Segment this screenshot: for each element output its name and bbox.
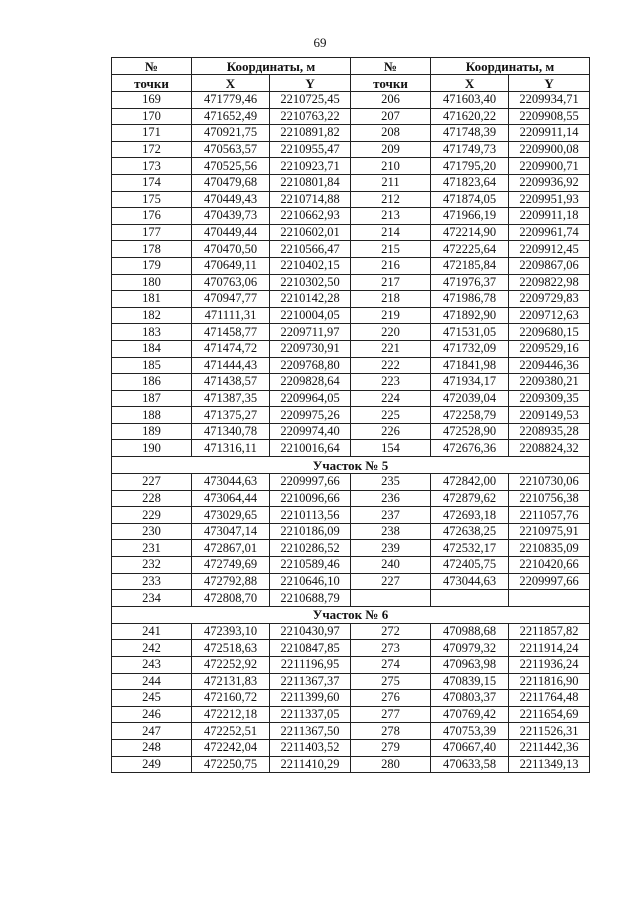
y-right: 2208824,32 (509, 440, 590, 457)
table-row (112, 390, 590, 407)
y-right: 2209900,08 (509, 141, 590, 158)
x-left: 470563,57 (192, 141, 270, 158)
section-6 (112, 606, 590, 623)
point-number-right: 239 (351, 540, 431, 557)
x-left: 472160,72 (192, 690, 270, 707)
y-left: 2209768,80 (270, 357, 351, 374)
point-number-left: 229 (112, 507, 192, 524)
y-left: 2210589,46 (270, 557, 351, 574)
y-left: 2210286,52 (270, 540, 351, 557)
point-number-right: 225 (351, 407, 431, 424)
x-right: 472039,04 (431, 390, 509, 407)
table-row (112, 706, 590, 723)
x-right: 470839,15 (431, 673, 509, 690)
point-number-left: 177 (112, 224, 192, 241)
x-right: 472258,79 (431, 407, 509, 424)
point-number-left: 189 (112, 423, 192, 440)
y-right: 2209867,06 (509, 257, 590, 274)
point-number-left: 171 (112, 125, 192, 142)
y-right: 2209529,16 (509, 340, 590, 357)
point-number-left: 228 (112, 490, 192, 507)
table-row (112, 507, 590, 524)
x-left: 470449,44 (192, 224, 270, 241)
table-row (112, 357, 590, 374)
point-number-left: 190 (112, 440, 192, 457)
table-row (112, 739, 590, 756)
y-right: 2209712,63 (509, 307, 590, 324)
header-row-bottom (112, 75, 590, 92)
y-left: 2210004,05 (270, 307, 351, 324)
table-row (112, 141, 590, 158)
x-left: 470439,73 (192, 208, 270, 225)
y-right: 2209961,74 (509, 224, 590, 241)
point-number-left: 187 (112, 390, 192, 407)
table-row (112, 224, 590, 241)
point-number-left: 172 (112, 141, 192, 158)
point-number-left: 227 (112, 474, 192, 491)
point-number-left: 183 (112, 324, 192, 341)
y-left: 2211399,60 (270, 690, 351, 707)
x-left: 470470,50 (192, 241, 270, 258)
y-left: 2210801,84 (270, 174, 351, 191)
x-right: 471732,09 (431, 340, 509, 357)
y-left: 2210113,56 (270, 507, 351, 524)
x-right: 471531,05 (431, 324, 509, 341)
x-left: 473064,44 (192, 490, 270, 507)
point-number-right: 226 (351, 423, 431, 440)
point-number-right: 214 (351, 224, 431, 241)
x-left: 473029,65 (192, 507, 270, 524)
x-right: 472214,90 (431, 224, 509, 241)
point-number-left: 234 (112, 590, 192, 607)
y-right: 2211857,82 (509, 623, 590, 640)
table-row (112, 557, 590, 574)
x-right: 470667,40 (431, 739, 509, 756)
section-6-title: Участок № 6 (112, 606, 590, 623)
point-number-right: 211 (351, 174, 431, 191)
point-number-left: 184 (112, 340, 192, 357)
table-row (112, 174, 590, 191)
y-right: 2209822,98 (509, 274, 590, 291)
table-row (112, 208, 590, 225)
point-number-right: 209 (351, 141, 431, 158)
x-left: 472212,18 (192, 706, 270, 723)
y-right: 2209446,36 (509, 357, 590, 374)
y-right: 2209900,71 (509, 158, 590, 175)
x-left: 472250,75 (192, 756, 270, 773)
y-left: 2210430,97 (270, 623, 351, 640)
x-right: 471749,73 (431, 141, 509, 158)
x-left: 471779,46 (192, 92, 270, 109)
y-left: 2210891,82 (270, 125, 351, 142)
y-left: 2211367,50 (270, 723, 351, 740)
y-left: 2210186,09 (270, 523, 351, 540)
x-left: 470479,68 (192, 174, 270, 191)
x-left: 471340,78 (192, 423, 270, 440)
point-number-right: 237 (351, 507, 431, 524)
point-number-right: 235 (351, 474, 431, 491)
table-row (112, 540, 590, 557)
table-row (112, 623, 590, 640)
y-left: 2210566,47 (270, 241, 351, 258)
table-row (112, 108, 590, 125)
point-number-right: 279 (351, 739, 431, 756)
x-left: 470921,75 (192, 125, 270, 142)
x-right: 472225,64 (431, 241, 509, 258)
y-left: 2210142,28 (270, 291, 351, 308)
point-number-left: 180 (112, 274, 192, 291)
point-number-right: 222 (351, 357, 431, 374)
x-left: 471375,27 (192, 407, 270, 424)
y-left: 2210402,15 (270, 257, 351, 274)
table-row (112, 274, 590, 291)
table-row (112, 241, 590, 258)
point-number-right: 238 (351, 523, 431, 540)
table-row (112, 590, 590, 607)
y-right: 2209997,66 (509, 573, 590, 590)
point-number-right: 215 (351, 241, 431, 258)
table-row (112, 291, 590, 308)
x-left: 471652,49 (192, 108, 270, 125)
x-left: 472808,70 (192, 590, 270, 607)
point-number-left: 170 (112, 108, 192, 125)
x-right: 472693,18 (431, 507, 509, 524)
y-right: 2209951,93 (509, 191, 590, 208)
y-right: 2209912,45 (509, 241, 590, 258)
y-left: 2209964,05 (270, 390, 351, 407)
y-left: 2209975,26 (270, 407, 351, 424)
point-number-left: 247 (112, 723, 192, 740)
section-6-rows (112, 623, 590, 772)
y-left: 2210714,88 (270, 191, 351, 208)
section-5-rows (112, 474, 590, 607)
point-number-right: 218 (351, 291, 431, 308)
table-row (112, 440, 590, 457)
y-left: 2211337,05 (270, 706, 351, 723)
point-number-right: 221 (351, 340, 431, 357)
point-number-right: 277 (351, 706, 431, 723)
x-left: 471316,11 (192, 440, 270, 457)
point-number-right: 272 (351, 623, 431, 640)
x-right: 471795,20 (431, 158, 509, 175)
x-left: 473044,63 (192, 474, 270, 491)
y-left: 2210688,79 (270, 590, 351, 607)
point-number-left: 174 (112, 174, 192, 191)
point-number-left: 245 (112, 690, 192, 707)
point-number-right: 227 (351, 573, 431, 590)
y-right: 2211764,48 (509, 690, 590, 707)
y-right: 2209380,21 (509, 374, 590, 391)
x-right: 472676,36 (431, 440, 509, 457)
table-row (112, 340, 590, 357)
y-right: 2209908,55 (509, 108, 590, 125)
y-left: 2209997,66 (270, 474, 351, 491)
point-number-right: 236 (351, 490, 431, 507)
x-right: 471823,64 (431, 174, 509, 191)
x-right: 471874,05 (431, 191, 509, 208)
y-right: 2211057,76 (509, 507, 590, 524)
x-right: 472532,17 (431, 540, 509, 557)
y-left: 2210602,01 (270, 224, 351, 241)
table-row (112, 125, 590, 142)
point-number-left: 248 (112, 739, 192, 756)
x-left: 470649,11 (192, 257, 270, 274)
point-number-left: 242 (112, 640, 192, 657)
table-row (112, 756, 590, 773)
y-right: 2210420,66 (509, 557, 590, 574)
x-left: 472242,04 (192, 739, 270, 756)
section-title-row (112, 457, 590, 474)
point-number-right: 224 (351, 390, 431, 407)
x-right: 470753,39 (431, 723, 509, 740)
y-left: 2210725,45 (270, 92, 351, 109)
x-right: 471748,39 (431, 125, 509, 142)
point-number-left: 175 (112, 191, 192, 208)
x-left: 472131,83 (192, 673, 270, 690)
x-left: 472393,10 (192, 623, 270, 640)
y-left: 2209974,40 (270, 423, 351, 440)
point-number-left: 244 (112, 673, 192, 690)
x-left: 471458,77 (192, 324, 270, 341)
point-number-right: 240 (351, 557, 431, 574)
point-number-left: 246 (112, 706, 192, 723)
x-right: 471986,78 (431, 291, 509, 308)
y-left: 2210646,10 (270, 573, 351, 590)
y-right: 2209911,14 (509, 125, 590, 142)
x-right: 470803,37 (431, 690, 509, 707)
x-left: 472518,63 (192, 640, 270, 657)
y-left: 2209730,91 (270, 340, 351, 357)
section-title-row (112, 606, 590, 623)
point-number-left: 231 (112, 540, 192, 557)
point-number-left: 182 (112, 307, 192, 324)
y-right (509, 590, 590, 607)
x-right: 472638,25 (431, 523, 509, 540)
point-number-left: 243 (112, 657, 192, 674)
coordinates-header-left: Координаты, м (192, 58, 351, 75)
y-right: 2209911,18 (509, 208, 590, 225)
point-number-right: 276 (351, 690, 431, 707)
y-right: 2209680,15 (509, 324, 590, 341)
y-right: 2209729,83 (509, 291, 590, 308)
point-number-right: 223 (351, 374, 431, 391)
y-right: 2209934,71 (509, 92, 590, 109)
x-right: 470988,68 (431, 623, 509, 640)
table-row (112, 723, 590, 740)
point-number-right: 220 (351, 324, 431, 341)
x-right: 470963,98 (431, 657, 509, 674)
y-right: 2211349,13 (509, 756, 590, 773)
point-number-left: 188 (112, 407, 192, 424)
x-right: 472185,84 (431, 257, 509, 274)
y-right: 2211526,31 (509, 723, 590, 740)
section-a-rows (112, 92, 590, 457)
x-right: 471966,19 (431, 208, 509, 225)
y-left: 2210096,66 (270, 490, 351, 507)
x-left: 471438,57 (192, 374, 270, 391)
point-number-right: 278 (351, 723, 431, 740)
x-left: 472749,69 (192, 557, 270, 574)
x-right: 471892,90 (431, 307, 509, 324)
x-right (431, 590, 509, 607)
point-number-left: 233 (112, 573, 192, 590)
table-row (112, 640, 590, 657)
y-right: 2210730,06 (509, 474, 590, 491)
x-left: 472252,51 (192, 723, 270, 740)
y-right: 2211936,24 (509, 657, 590, 674)
coordinates-table (111, 57, 590, 773)
table-row (112, 474, 590, 491)
section-5 (112, 457, 590, 474)
x-right: 470979,32 (431, 640, 509, 657)
table-row (112, 523, 590, 540)
point-label-left: точки (112, 75, 192, 92)
point-number-header-right: № (351, 58, 431, 75)
x-right: 472528,90 (431, 423, 509, 440)
x-left: 471444,43 (192, 357, 270, 374)
point-number-right: 219 (351, 307, 431, 324)
x-left: 472252,92 (192, 657, 270, 674)
x-left: 470449,43 (192, 191, 270, 208)
table-row (112, 657, 590, 674)
y-header-right: Y (509, 75, 590, 92)
table-row (112, 490, 590, 507)
point-number-right (351, 590, 431, 607)
y-right: 2210975,91 (509, 523, 590, 540)
table-row (112, 324, 590, 341)
table-row (112, 257, 590, 274)
point-number-header-left: № (112, 58, 192, 75)
y-left: 2211403,52 (270, 739, 351, 756)
x-left: 472792,88 (192, 573, 270, 590)
point-number-left: 173 (112, 158, 192, 175)
table-row (112, 374, 590, 391)
x-right: 470633,58 (431, 756, 509, 773)
y-left: 2209828,64 (270, 374, 351, 391)
point-number-right: 207 (351, 108, 431, 125)
x-left: 471474,72 (192, 340, 270, 357)
y-right: 2211654,69 (509, 706, 590, 723)
point-label-right: точки (351, 75, 431, 92)
y-header-left: Y (270, 75, 351, 92)
point-number-right: 273 (351, 640, 431, 657)
y-right: 2209936,92 (509, 174, 590, 191)
y-right: 2211816,90 (509, 673, 590, 690)
x-left: 471387,35 (192, 390, 270, 407)
table-row (112, 158, 590, 175)
point-number-right: 213 (351, 208, 431, 225)
table-row (112, 92, 590, 109)
x-right: 471934,17 (431, 374, 509, 391)
table-row (112, 191, 590, 208)
y-left: 2210016,64 (270, 440, 351, 457)
y-right: 2211914,24 (509, 640, 590, 657)
x-left: 470525,56 (192, 158, 270, 175)
x-right: 472879,62 (431, 490, 509, 507)
point-number-right: 208 (351, 125, 431, 142)
point-number-left: 169 (112, 92, 192, 109)
y-right: 2208935,28 (509, 423, 590, 440)
point-number-left: 230 (112, 523, 192, 540)
x-header-right: X (431, 75, 509, 92)
x-right: 471603,40 (431, 92, 509, 109)
header-row-top (112, 58, 590, 75)
x-right: 470769,42 (431, 706, 509, 723)
table-row (112, 573, 590, 590)
y-left: 2209711,97 (270, 324, 351, 341)
point-number-right: 280 (351, 756, 431, 773)
x-right: 472842,00 (431, 474, 509, 491)
y-left: 2210763,22 (270, 108, 351, 125)
x-left: 473047,14 (192, 523, 270, 540)
section-5-title: Участок № 5 (112, 457, 590, 474)
point-number-left: 179 (112, 257, 192, 274)
y-left: 2210302,50 (270, 274, 351, 291)
y-left: 2211196,95 (270, 657, 351, 674)
table-row (112, 307, 590, 324)
x-right: 471976,37 (431, 274, 509, 291)
x-right: 471620,22 (431, 108, 509, 125)
y-right: 2211442,36 (509, 739, 590, 756)
x-left: 471111,31 (192, 307, 270, 324)
x-left: 470763,06 (192, 274, 270, 291)
y-left: 2210955,47 (270, 141, 351, 158)
point-number-left: 176 (112, 208, 192, 225)
page-number: 69 (313, 35, 327, 50)
point-number-right: 210 (351, 158, 431, 175)
point-number-right: 217 (351, 274, 431, 291)
x-right: 472405,75 (431, 557, 509, 574)
y-right: 2209309,35 (509, 390, 590, 407)
point-number-right: 206 (351, 92, 431, 109)
point-number-right: 275 (351, 673, 431, 690)
x-left: 470947,77 (192, 291, 270, 308)
point-number-right: 154 (351, 440, 431, 457)
table-row (112, 407, 590, 424)
point-number-right: 274 (351, 657, 431, 674)
y-left: 2210847,85 (270, 640, 351, 657)
table-row (112, 690, 590, 707)
y-left: 2210923,71 (270, 158, 351, 175)
y-left: 2210662,93 (270, 208, 351, 225)
y-right: 2210756,38 (509, 490, 590, 507)
point-number-left: 185 (112, 357, 192, 374)
table-row (112, 423, 590, 440)
point-number-left: 178 (112, 241, 192, 258)
x-header-left: X (192, 75, 270, 92)
point-number-left: 249 (112, 756, 192, 773)
point-number-left: 241 (112, 623, 192, 640)
x-right: 471841,98 (431, 357, 509, 374)
point-number-left: 186 (112, 374, 192, 391)
table-row (112, 673, 590, 690)
point-number-right: 216 (351, 257, 431, 274)
point-number-left: 181 (112, 291, 192, 308)
y-left: 2211367,37 (270, 673, 351, 690)
y-right: 2209149,53 (509, 407, 590, 424)
coordinates-header-right: Координаты, м (431, 58, 590, 75)
x-right: 473044,63 (431, 573, 509, 590)
y-left: 2211410,29 (270, 756, 351, 773)
point-number-left: 232 (112, 557, 192, 574)
x-left: 472867,01 (192, 540, 270, 557)
point-number-right: 212 (351, 191, 431, 208)
y-right: 2210835,09 (509, 540, 590, 557)
